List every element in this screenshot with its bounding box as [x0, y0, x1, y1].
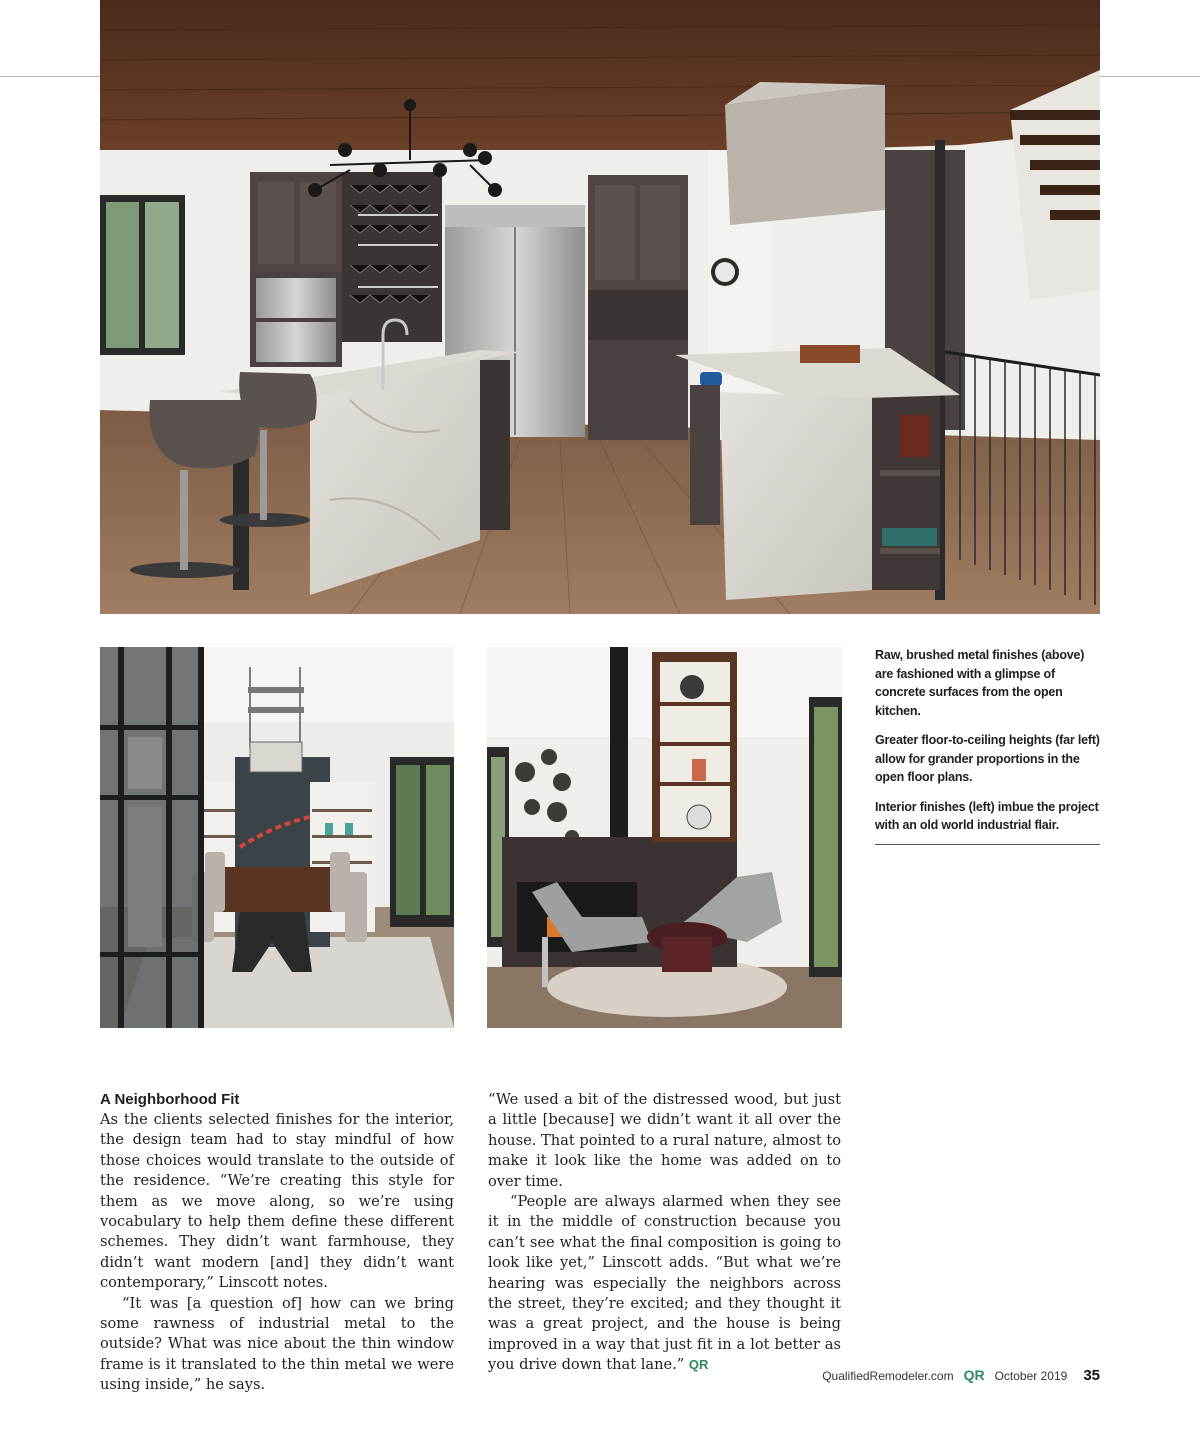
article-paragraph: “It was [a question of] how can we bring some rawness of industrial metal to the outside? What was nice about the thin window frame is it translated to the thin metal we were using inside,” he says.: [100, 1294, 454, 1394]
article-paragraph: [488, 1192, 841, 1376]
article-heading: A Neighborhood Fit: [100, 1091, 240, 1108]
living-room-photo: [487, 647, 842, 1028]
footer-logo: QR: [963, 1367, 985, 1383]
end-mark-logo: QR: [688, 1357, 709, 1373]
caption-kitchen: Raw, brushed metal finishes (above) are fashioned with a glimpse of concrete surfaces from the open kitchen.: [875, 648, 1085, 718]
page-number: 35: [1083, 1367, 1100, 1384]
dining-room-photo: [100, 647, 454, 1028]
caption-rule: [875, 844, 1100, 845]
article-column-left: [100, 1090, 454, 1396]
article-paragraph-text: “People are always alarmed when they see it in the middle of construction because you can’t see what the final composition is going to look like yet,” Linscott adds. “But what we’re hearing was especially the neighbors across the street, they’re excited; and they thought it was a great project, and the house is being improved in a way that just fit in a lot better as you drive down that lane.”: [488, 1193, 841, 1374]
caption-interior-finishes: Interior finishes (left) imbue the project with an old world industrial flair.: [875, 799, 1099, 832]
footer-issue-date: October 2019: [994, 1369, 1068, 1383]
caption-ceiling-heights: Greater floor-to-ceiling heights (far left) allow for grander proportions in the open floor plans.: [875, 733, 1100, 784]
footer-website: QualifiedRemodeler.com: [822, 1369, 954, 1383]
page-footer: [822, 1367, 1100, 1384]
article-paragraph: As the clients selected finishes for the interior, the design team had to stay mindful of how those choices would translate to the outside of the residence. “We’re creating this style for them as we move along, so we’re using vocabulary to help them define these different schemes. They didn’t want farmhouse, they didn’t want modern [and] they didn’t want contemporary,” Linscott notes.: [100, 1111, 454, 1292]
kitchen-photo: [100, 0, 1100, 614]
photo-captions: [875, 646, 1100, 845]
article-paragraph: “We used a bit of the distressed wood, but just a little [because] we didn’t want it all over the house. That pointed to a rural nature, almost to make it look like the home was added on to over time.: [488, 1091, 841, 1190]
article-column-right: [488, 1090, 841, 1376]
